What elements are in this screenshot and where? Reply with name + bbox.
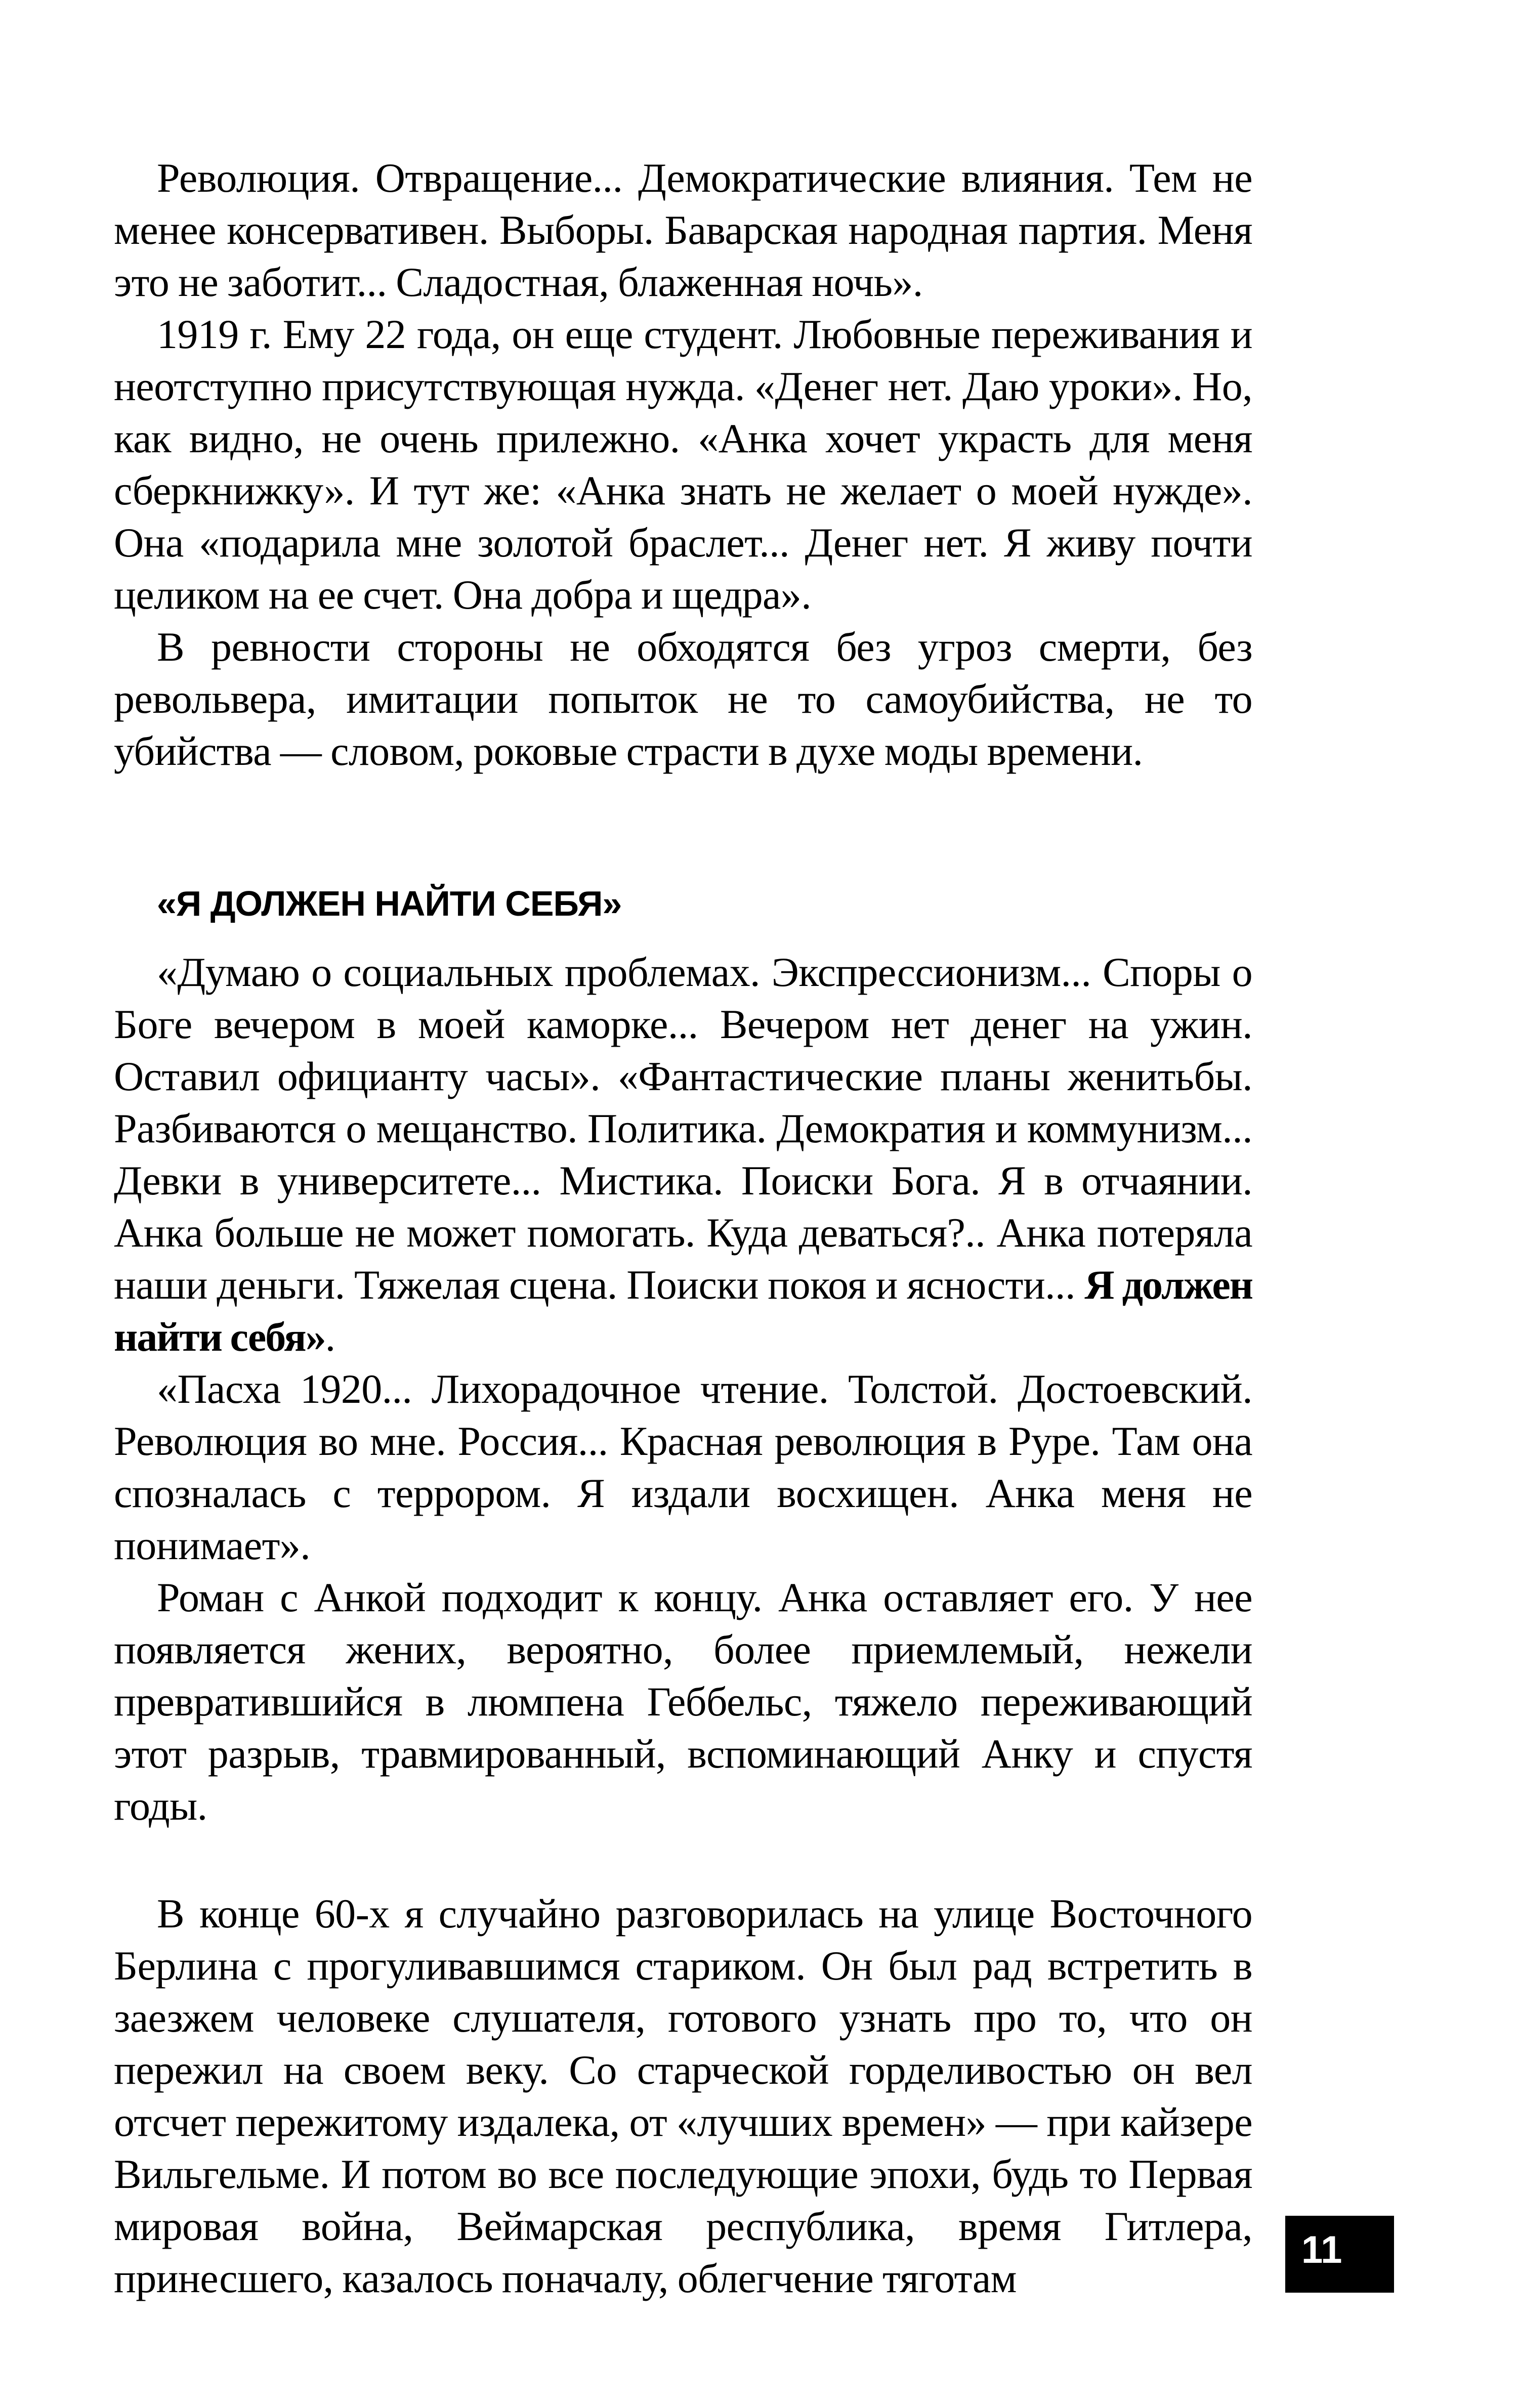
paragraph-east-berlin: В конце 60-х я случайно разговорилась на улице Восточного Берлина с прогуливавшимся стариком. Он был рад встретить в заезжем человеке слушателя, готового узнать про то, что он пережил на своем веку. Со старческой горделивостью он вел отсчет пережитому издалека, от «лучших времен» — при кайзере Вильгельме. И потом во все последующие эпохи, будь то Первая мировая война, Веймарская республика, время Гитлера, принесшего, казалось поначалу, облегчение тяготам — [114, 1890, 1252, 2301]
paragraph-social-problems — [114, 946, 1252, 1363]
section-spacer — [114, 777, 1252, 878]
text-break-spacer — [114, 1832, 1252, 1887]
paragraph-social-problems-tail: . — [325, 1314, 335, 1360]
paragraph-revolution: Революция. Отвращение... Демократические влияния. Тем не менее консервативен. Выборы. Баварская народная партия. Меня это не заботит... Сладостная, блаженная ночь». — [114, 155, 1252, 305]
paragraph-romance-end: Роман с Анкой подходит к концу. Анка оставляет его. У нее появляется жених, вероятно, более приемлемый, нежели превратившийся в люмпена Геббельс, тяжело переживающий этот разрыв, травмированный, вспоминающий Анку и спустя годы. — [114, 1574, 1252, 1829]
paragraph-jealousy: В ревности стороны не обходятся без угроз смерти, без револьвера, имитации попыток не то самоубийства, не то убийства — словом, роковые страсти в духе моды времени. — [114, 624, 1252, 774]
section-heading: «Я ДОЛЖЕН НАЙТИ СЕБЯ» — [157, 884, 622, 923]
paragraph-1919: 1919 г. Ему 22 года, он еще студент. Любовные переживания и неотступно присутствующая нужда. «Денег нет. Даю уроки». Но, как видно, не очень прилежно. «Анка хочет украсть для меня сберкнижку». И тут же: «Анка знать не желает о моей нужде». Она «подарила мне золотой браслет... Денег нет. Я живу почти целиком на ее счет. Она добра и щедра». — [114, 311, 1252, 618]
bold-phrase: Я должен найти себя» — [114, 1262, 1253, 1360]
page-text-column — [114, 152, 1252, 2304]
paragraph-social-problems-text: «Думаю о социальных проблемах. Экспрессионизм... Споры о Боге вечером в моей каморке... Вечером нет денег на ужин. Оставил официанту часы». «Фантастические планы женитьбы. Разбиваются о мещанство. Политика. Демократия и коммунизм... Девки в университете... Мистика. Поиски Бога. Я в отчаянии. Анка больше не может помогать. Куда деваться?.. Анка потеряла наши деньги. Тяжелая сцена. Поиски покоя и ясности... — [114, 949, 1252, 1308]
paragraph-easter-1920: «Пасха 1920... Лихорадочное чтение. Толстой. Достоевский. Революция во мне. Россия... Красная революция в Руре. Там она спозналась с террором. Я издали восхищен. Анка меня не понимает». — [114, 1366, 1252, 1568]
page-number-badge: 11 — [1285, 2216, 1394, 2293]
